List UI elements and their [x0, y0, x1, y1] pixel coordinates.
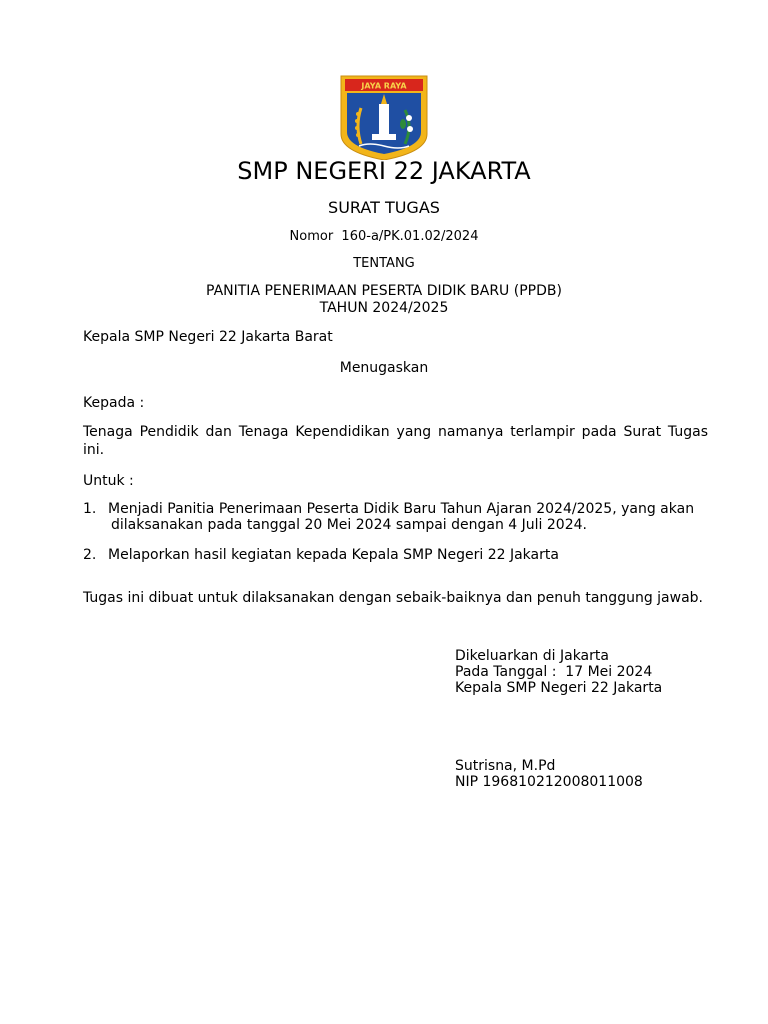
task-number: 1. — [83, 501, 97, 517]
to-label: Kepada : — [83, 395, 145, 411]
subject — [0, 283, 768, 317]
document-title: SURAT TUGAS — [328, 198, 440, 217]
task-text-line-2: dilaksanakan pada tanggal 20 Mei 2024 sampai dengan 4 Juli 2024. — [111, 517, 587, 533]
signer-identity — [455, 758, 643, 790]
logo-banner-text: JAYA RAYA — [361, 81, 407, 91]
signer-nip: NIP 196810212008011008 — [455, 774, 643, 790]
subject-line-2: TAHUN 2024/2025 — [319, 300, 449, 316]
task-text-line-1: Menjadi Panitia Penerimaan Peserta Didik Baru Tahun Ajaran 2024/2025, yang akan — [108, 501, 695, 517]
task-number: 2. — [83, 547, 97, 563]
to-text: Tenaga Pendidik dan Tenaga Kependidikan yang namanya terlampir pada Surat Tugas ini. — [83, 424, 708, 458]
signer-name: Sutrisna, M.Pd — [455, 758, 556, 774]
issue-date: Pada Tanggal : 17 Mei 2024 — [455, 664, 653, 680]
task-item-1 — [83, 501, 708, 533]
task-text-line-1: Melaporkan hasil kegiatan kepada Kepala SMP Negeri 22 Jakarta — [108, 547, 559, 563]
subject-line-1: PANITIA PENERIMAAN PESERTA DIDIK BARU (PPDB) — [206, 283, 562, 299]
for-label: Untuk : — [83, 473, 134, 489]
school-title: SMP NEGERI 22 JAKARTA — [237, 157, 531, 185]
assigns-heading: Menugaskan — [339, 360, 429, 376]
signature-block — [455, 648, 662, 696]
issuer-text: Kepala SMP Negeri 22 Jakarta Barat — [83, 329, 333, 345]
document-number: Nomor 160-a/PK.01.02/2024 — [289, 229, 479, 244]
issued-at: Dikeluarkan di Jakarta — [455, 648, 609, 664]
signer-position: Kepala SMP Negeri 22 Jakarta — [455, 680, 663, 696]
about-label: TENTANG — [353, 256, 415, 271]
closing-text: Tugas ini dibuat untuk dilaksanakan dengan sebaik-baiknya dan penuh tanggung jawab. — [83, 590, 703, 606]
jakarta-crest-icon — [339, 74, 429, 160]
task-item-2 — [83, 547, 708, 563]
